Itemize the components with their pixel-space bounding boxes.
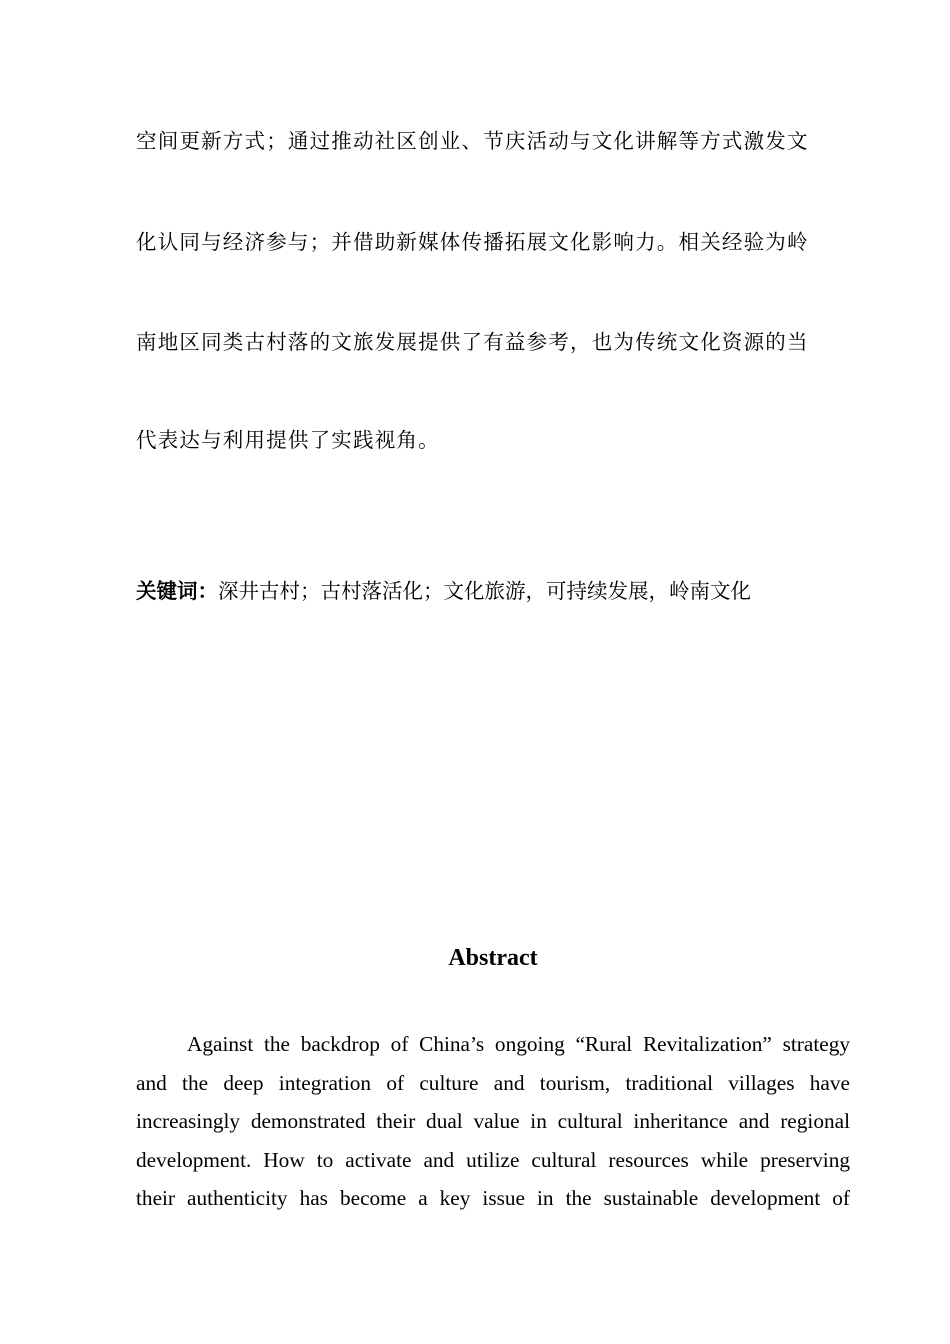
chinese-text-line-1: 空间更新方式；通过推动社区创业、节庆活动与文化讲解等方式激发文 xyxy=(136,129,809,153)
keywords-line xyxy=(136,577,850,605)
chinese-text-line-4: 代表达与利用提供了实践视角。 xyxy=(136,428,440,452)
abstract-line-3: increasingly demonstrated their dual value in cultural inheritance and regional xyxy=(136,1109,850,1133)
chinese-text-line-2: 化认同与经济参与；并借助新媒体传播拓展文化影响力。相关经验为岭 xyxy=(136,230,809,254)
keywords-label: 关键词： xyxy=(136,579,218,603)
chinese-text-line-3: 南地区同类古村落的文旅发展提供了有益参考，也为传统文化资源的当 xyxy=(136,330,809,354)
keywords-text: 深井古村；古村落活化；文化旅游，可持续发展，岭南文化 xyxy=(218,579,751,603)
abstract-line-2: and the deep integration of culture and tourism, traditional villages have xyxy=(136,1071,850,1095)
abstract-heading: Abstract xyxy=(448,945,538,971)
abstract-line-1: Against the backdrop of China’s ongoing “Rural Revitalization” strategy xyxy=(187,1032,850,1056)
abstract-line-4: development. How to activate and utilize cultural resources while preserving xyxy=(136,1148,850,1172)
abstract-line-5: their authenticity has become a key issue in the sustainable development of xyxy=(136,1186,850,1210)
